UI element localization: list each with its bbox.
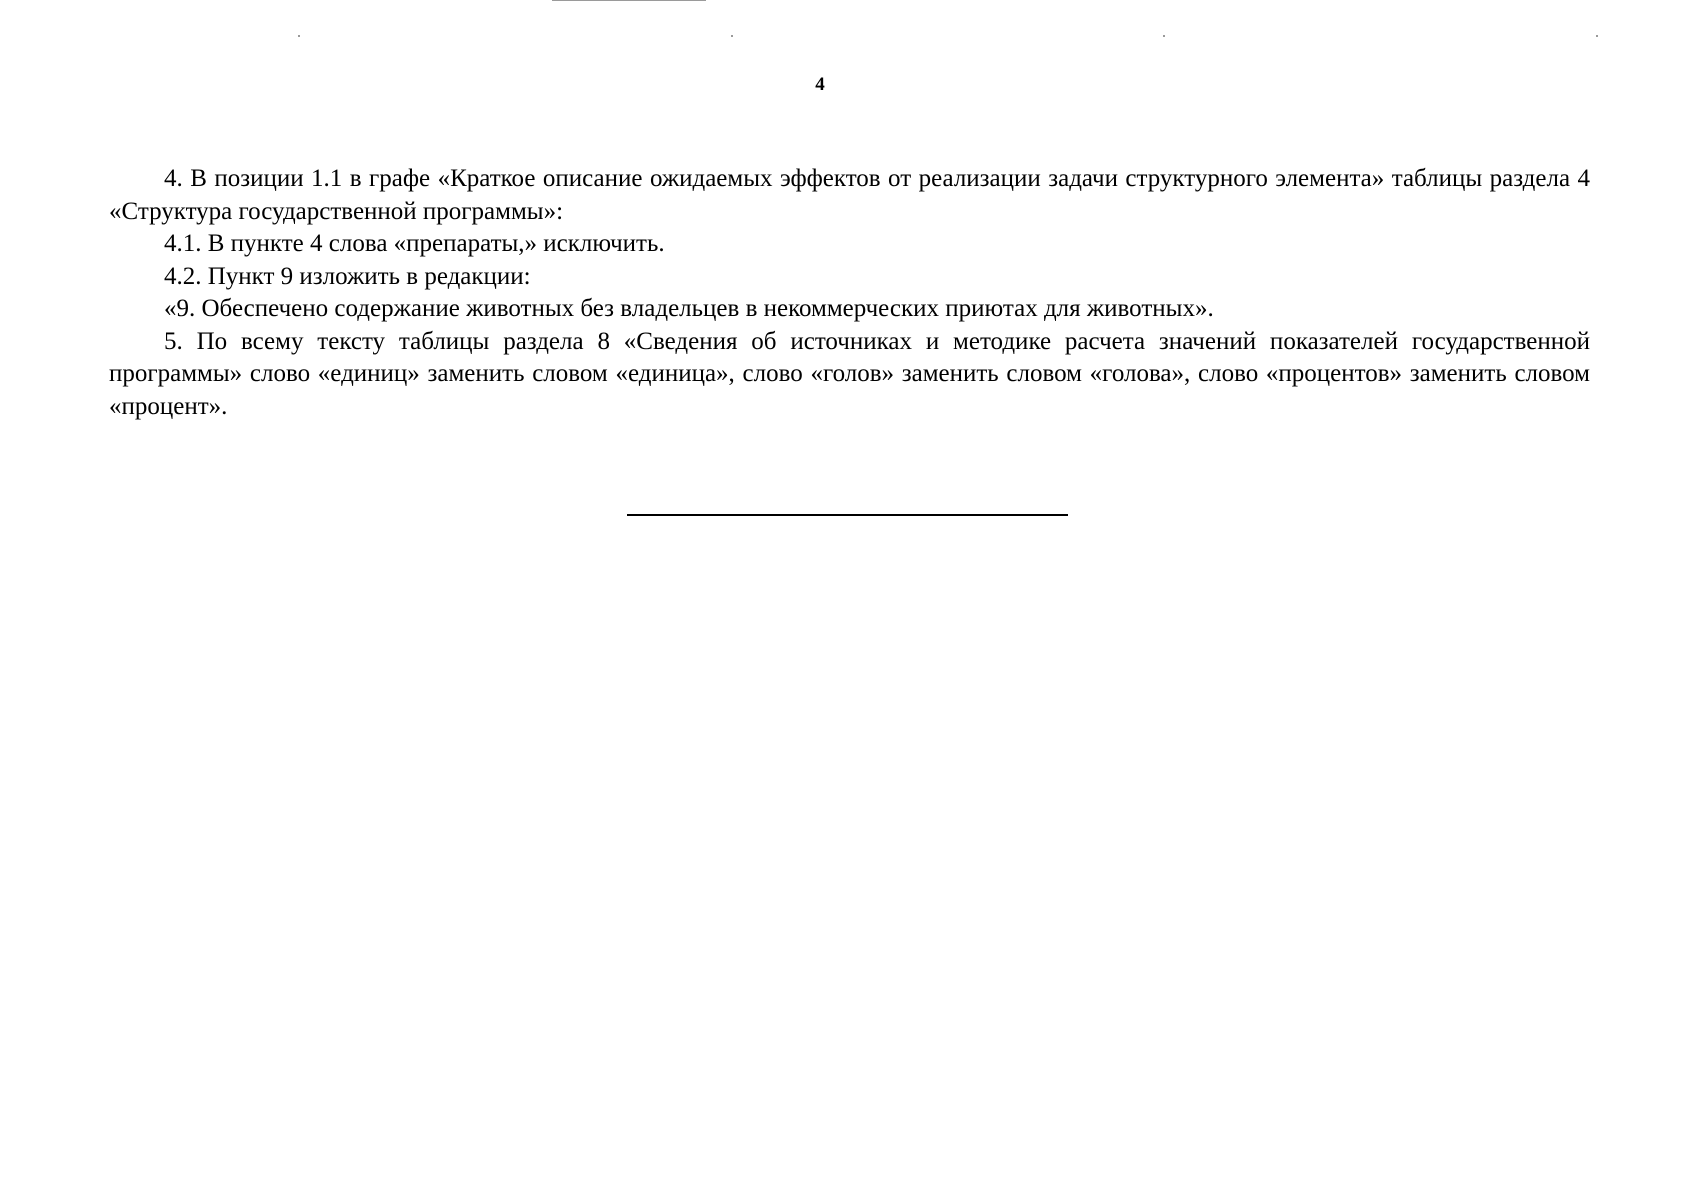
- paragraph-item-4-2: 4.2. Пункт 9 изложить в редакции:: [164, 262, 531, 290]
- page-number: 4: [815, 74, 825, 95]
- top-edge-rule: [552, 0, 706, 1]
- paragraph-item-5: 5. По всему тексту таблицы раздела 8 «Сведения об источниках и методике расчета значений показателей государственной программы» слово «единиц» заменить словом «единица», слово «голов» заменить словом «голова», слово «процентов» заменить словом «процент».: [109, 327, 1590, 420]
- scan-mark: [731, 35, 733, 37]
- paragraph-item-4: 4. В позиции 1.1 в графе «Краткое описание ожидаемых эффектов от реализации задачи структурного элемента» таблицы раздела 4 «Структура государственной программы»:: [109, 165, 1590, 225]
- document-body: [109, 163, 1590, 423]
- scan-mark: [1163, 35, 1165, 37]
- paragraph-item-4-1: 4.1. В пункте 4 слова «препараты,» исключить.: [164, 230, 665, 257]
- scan-mark: [1596, 35, 1598, 37]
- end-of-text-rule: [627, 514, 1068, 516]
- paragraph-quoted-item-9: «9. Обеспечено содержание животных без владельцев в некоммерческих приютах для животных».: [164, 295, 1214, 322]
- scan-mark: [298, 35, 300, 37]
